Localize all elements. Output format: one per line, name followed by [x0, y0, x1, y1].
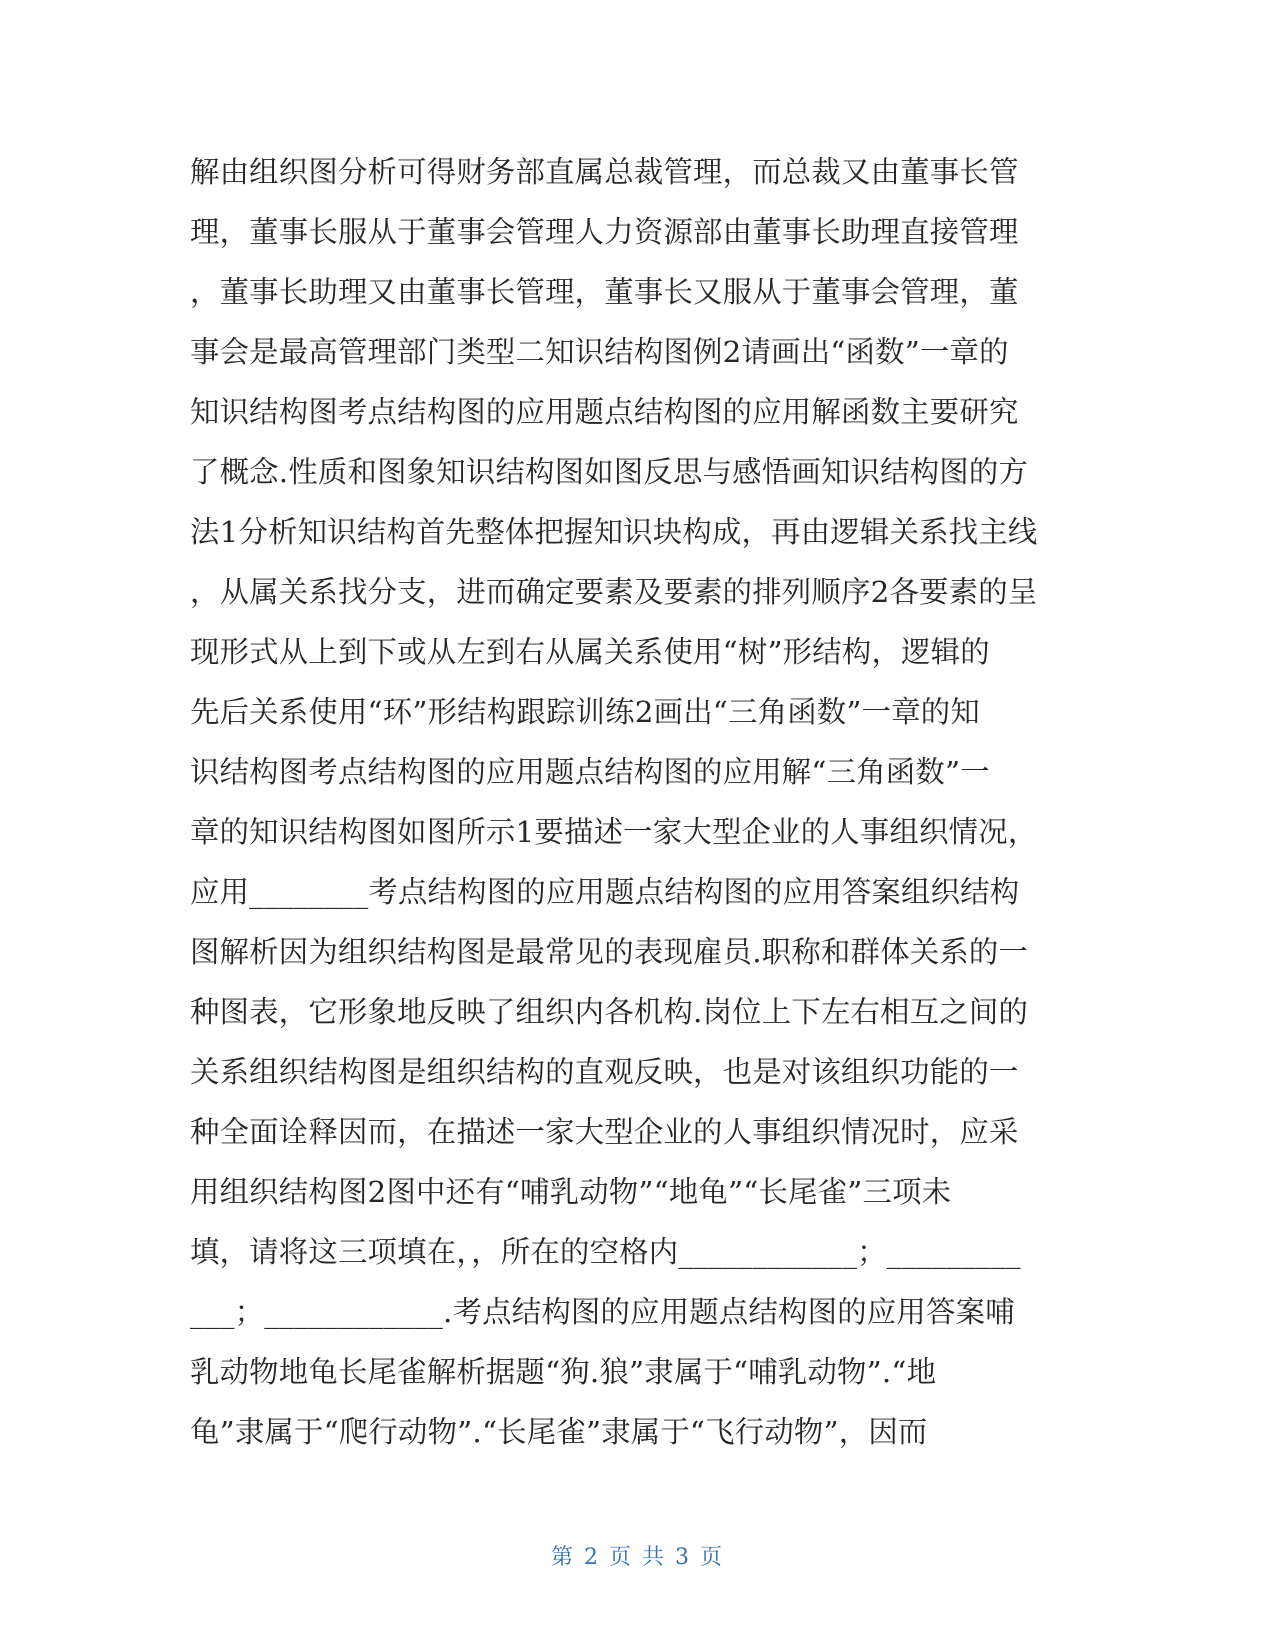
text-line: 用组织结构图2图中还有“哺乳动物”“地龟”“长尾雀”三项未	[190, 1175, 952, 1209]
text-line: 章的知识结构图如图所示1要描述一家大型企业的人事组织情况，	[190, 815, 1038, 849]
text-line: ，董事长助理又由董事长管理，董事长又服从于董事会管理，董	[190, 275, 1019, 309]
text-line: 现形式从上到下或从左到右从属关系使用“树”形结构，逻辑的	[190, 635, 990, 669]
text-line: 法1分析知识结构首先整体把握知识块构成，再由逻辑关系找主线	[190, 515, 1038, 549]
text-line: 图解析因为组织结构图是最常见的表现雇员.职称和群体关系的一	[190, 935, 1029, 969]
text-line: 关系组织结构图是组织结构的直观反映，也是对该组织功能的一	[190, 1055, 1019, 1089]
text-line: 识结构图考点结构图的应用题点结构图的应用解“三角函数”一	[190, 755, 990, 789]
text-line: 龟”隶属于“爬行动物”.“长尾雀”隶属于“飞行动物”，因而	[190, 1415, 928, 1449]
text-line: 种全面诠释因而，在描述一家大型企业的人事组织情况时，应采	[190, 1115, 1019, 1149]
text-line: ，从属关系找分支，进而确定要素及要素的排列顺序2各要素的呈	[190, 575, 1038, 609]
text-line: 理，董事长服从于董事会管理人力资源部由董事长助理直接管理	[190, 215, 1019, 249]
text-line: 解由组织图分析可得财务部直属总裁管理，而总裁又由董事长管	[190, 155, 1019, 189]
text-line: 了概念.性质和图象知识结构图如图反思与感悟画知识结构图的方	[190, 455, 1029, 489]
text-line: 事会是最高管理部门类型二知识结构图例2请画出“函数”一章的	[190, 335, 1009, 369]
text-line: ___；____________.考点结构图的应用题点结构图的应用答案哺	[190, 1295, 1015, 1329]
text-line: 先后关系使用“环”形结构跟踪训练2画出“三角函数”一章的知	[190, 695, 980, 729]
page-number-footer: 第 2 页 共 3 页	[551, 1545, 724, 1570]
body-text	[190, 142, 1090, 1462]
text-line: 种图表，它形象地反映了组织内各机构.岗位上下左右相互之间的	[190, 995, 1029, 1029]
text-line: 填，请将这三项填在，，所在的空格内____________；_________	[190, 1235, 1021, 1269]
text-line: 应用________考点结构图的应用题点结构图的应用答案组织结构	[190, 875, 1020, 909]
text-line: 乳动物地龟长尾雀解析据题“狗.狼”隶属于“哺乳动物”.“地	[190, 1355, 937, 1389]
text-line: 知识结构图考点结构图的应用题点结构图的应用解函数主要研究	[190, 395, 1019, 429]
